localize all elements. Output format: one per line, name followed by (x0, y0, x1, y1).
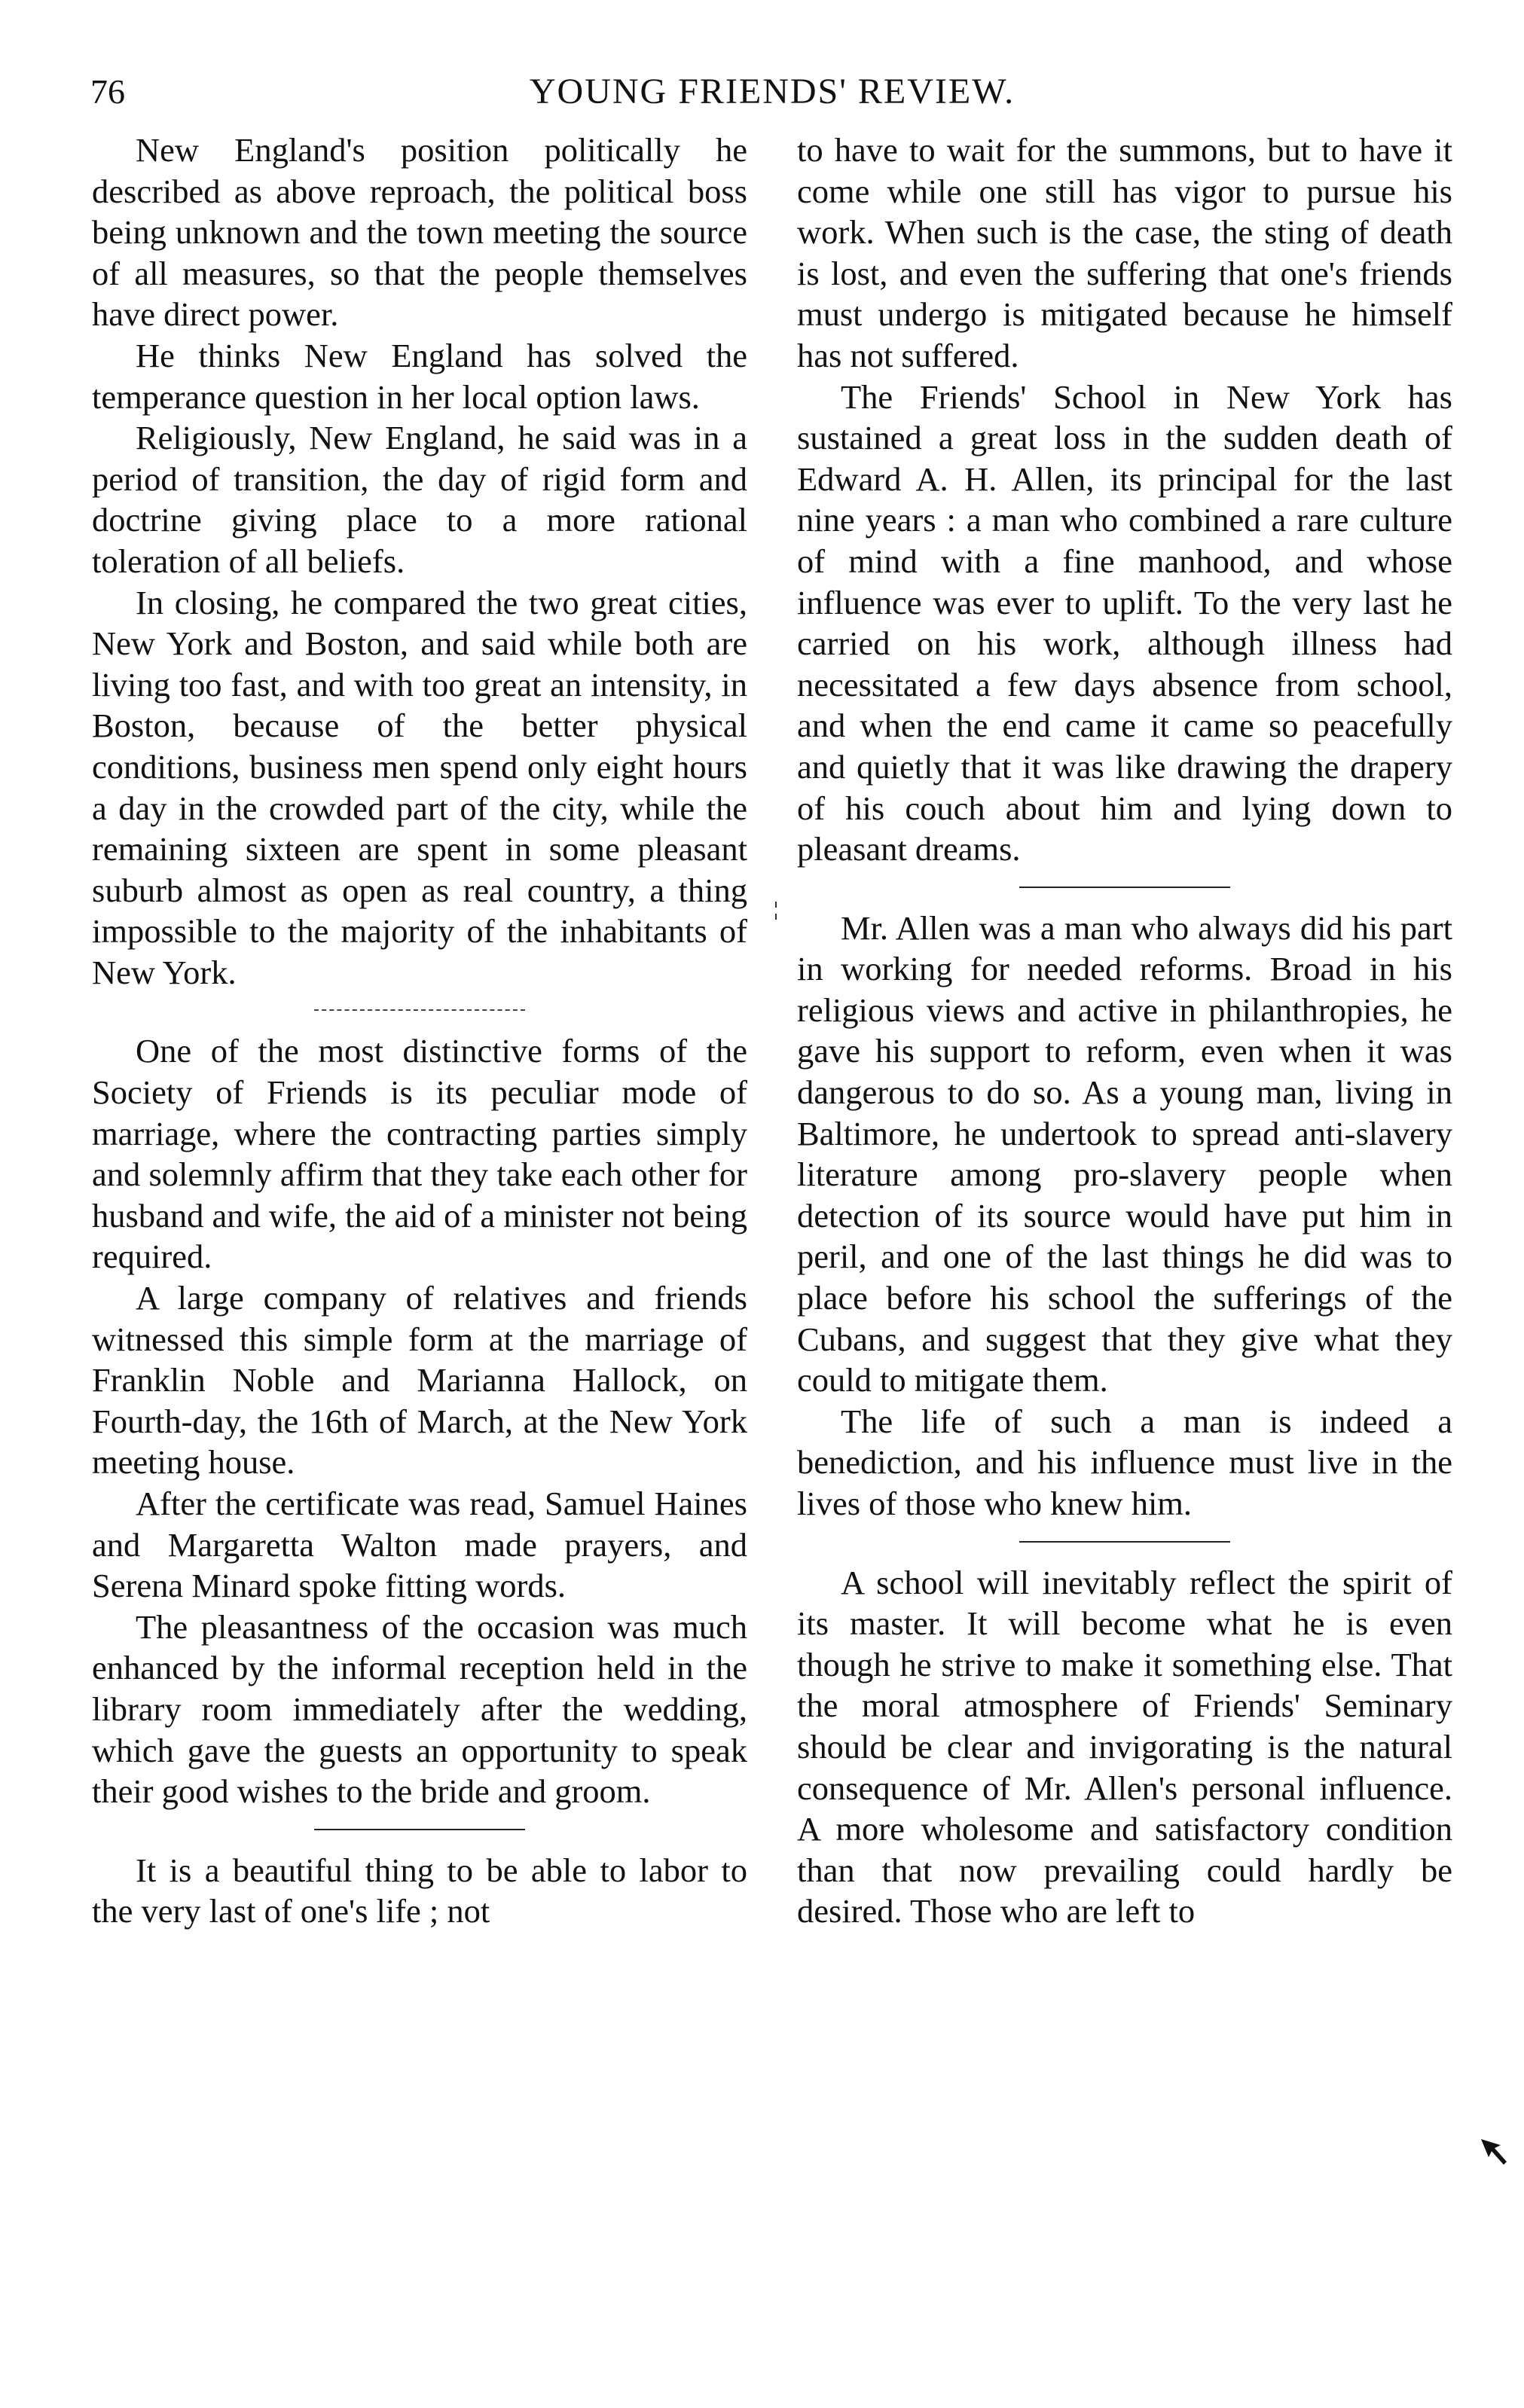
paragraph: to have to wait for the summons, but to have it come while one still has vigor to pursue his work. When such is the case, the sting of death is lost, and even the suffering that one's friends must undergo is mitigated because he himself has not suffered. (797, 131, 1452, 374)
section-divider (314, 1009, 525, 1011)
right-column (797, 130, 1452, 1932)
printer-arrow-icon (1478, 2138, 1508, 2168)
paragraph: A large company of relatives and friends witnessed this simple form at the marriage of Franklin Noble and Marianna Hallock, on Fourth-day, the 16th of March, at the New York meeting house. (92, 1279, 747, 1482)
paragraph: A school will inevitably reflect the spirit of its master. It will become what he is even though he strive to make it something else. That the moral atmosphere of Friends' Seminary should be clear and invigorating is the natural consequence of Mr. Allen's personal influence. A more wholesome and satisfactory condition than that now prevailing could hardly be desired. Those who are left to (797, 1563, 1452, 1930)
paragraph: New England's position politically he described as above reproach, the political boss being unknown and the town meeting the source of all measures, so that the people themselves have direct power. (92, 131, 747, 334)
section-divider (1019, 1541, 1230, 1543)
left-column (92, 130, 747, 1932)
section-divider (314, 1829, 525, 1830)
paragraph: It is a beautiful thing to be able to labor to the very last of one's life ; not (92, 1851, 747, 1930)
paragraph: Religiously, New England, he said was in a period of transition, the day of rigid form and doctrine giving place to a more rational toleration of all beliefs. (92, 419, 747, 580)
paragraph: In closing, he compared the two great cities, New York and Boston, and said while both are living too fast, and with too great an intensity, in Boston, because of the better physical conditions, business men spend only eight hours a day in the crowded part of the city, while the remaining sixteen are spent in some pleasant suburb almost as open as real country, a thing impossible to the majority of the inhabitants of New York. (92, 583, 747, 991)
paragraph: After the certificate was read, Samuel Haines and Margaretta Walton made prayers, and Serena Minard spoke fitting words. (92, 1485, 747, 1605)
paragraph: He thinks New England has solved the temperance question in her local option laws. (92, 336, 747, 416)
paragraph: The life of such a man is indeed a benediction, and his influence must live in the lives of those who knew him. (797, 1402, 1452, 1522)
paragraph: One of the most distinctive forms of the Society of Friends is its peculiar mode of marriage, where the contracting parties simply and solemnly affirm that they take each other for husband and wife, the aid of a minister not being required. (92, 1032, 748, 1276)
section-divider (1019, 887, 1230, 888)
paragraph: Mr. Allen was a man who always did his part in working for needed reforms. Broad in his religious views and active in philanthropies, he gave his support to reform, even when it was dangerous to do so. As a young man, living in Baltimore, he undertook to spread anti-slavery literature among pro-slavery people when detection of its source would have put him in peril, and one of the last things he did was to place before his school the sufferings of the Cubans, and suggest that they give what they could to mitigate them. (797, 908, 1452, 1399)
paragraph: The Friends' School in New York has sustained a great loss in the sudden death of Edward A. H. Allen, its principal for the last nine years : a man who combined a rare culture of mind with a fine manhood, and whose influence was ever to uplift. To the very last he carried on his work, although illness had necessitated a few days absence from school, and when the end came it came so peacefully and quietly that it was like drawing the drapery of his couch about him and lying down to pleasant dreams. (797, 377, 1452, 868)
margin-mark-icon (774, 900, 778, 923)
page-number: 76 (90, 72, 125, 111)
paragraph: The pleasantness of the occasion was much enhanced by the informal reception held in the library room immediately after the wedding, which gave the guests an opportunity to speak their good wishes to the bride and groom. (92, 1607, 747, 1811)
page-header (90, 62, 1454, 122)
running-title: YOUNG FRIENDS' REVIEW. (529, 72, 1015, 111)
